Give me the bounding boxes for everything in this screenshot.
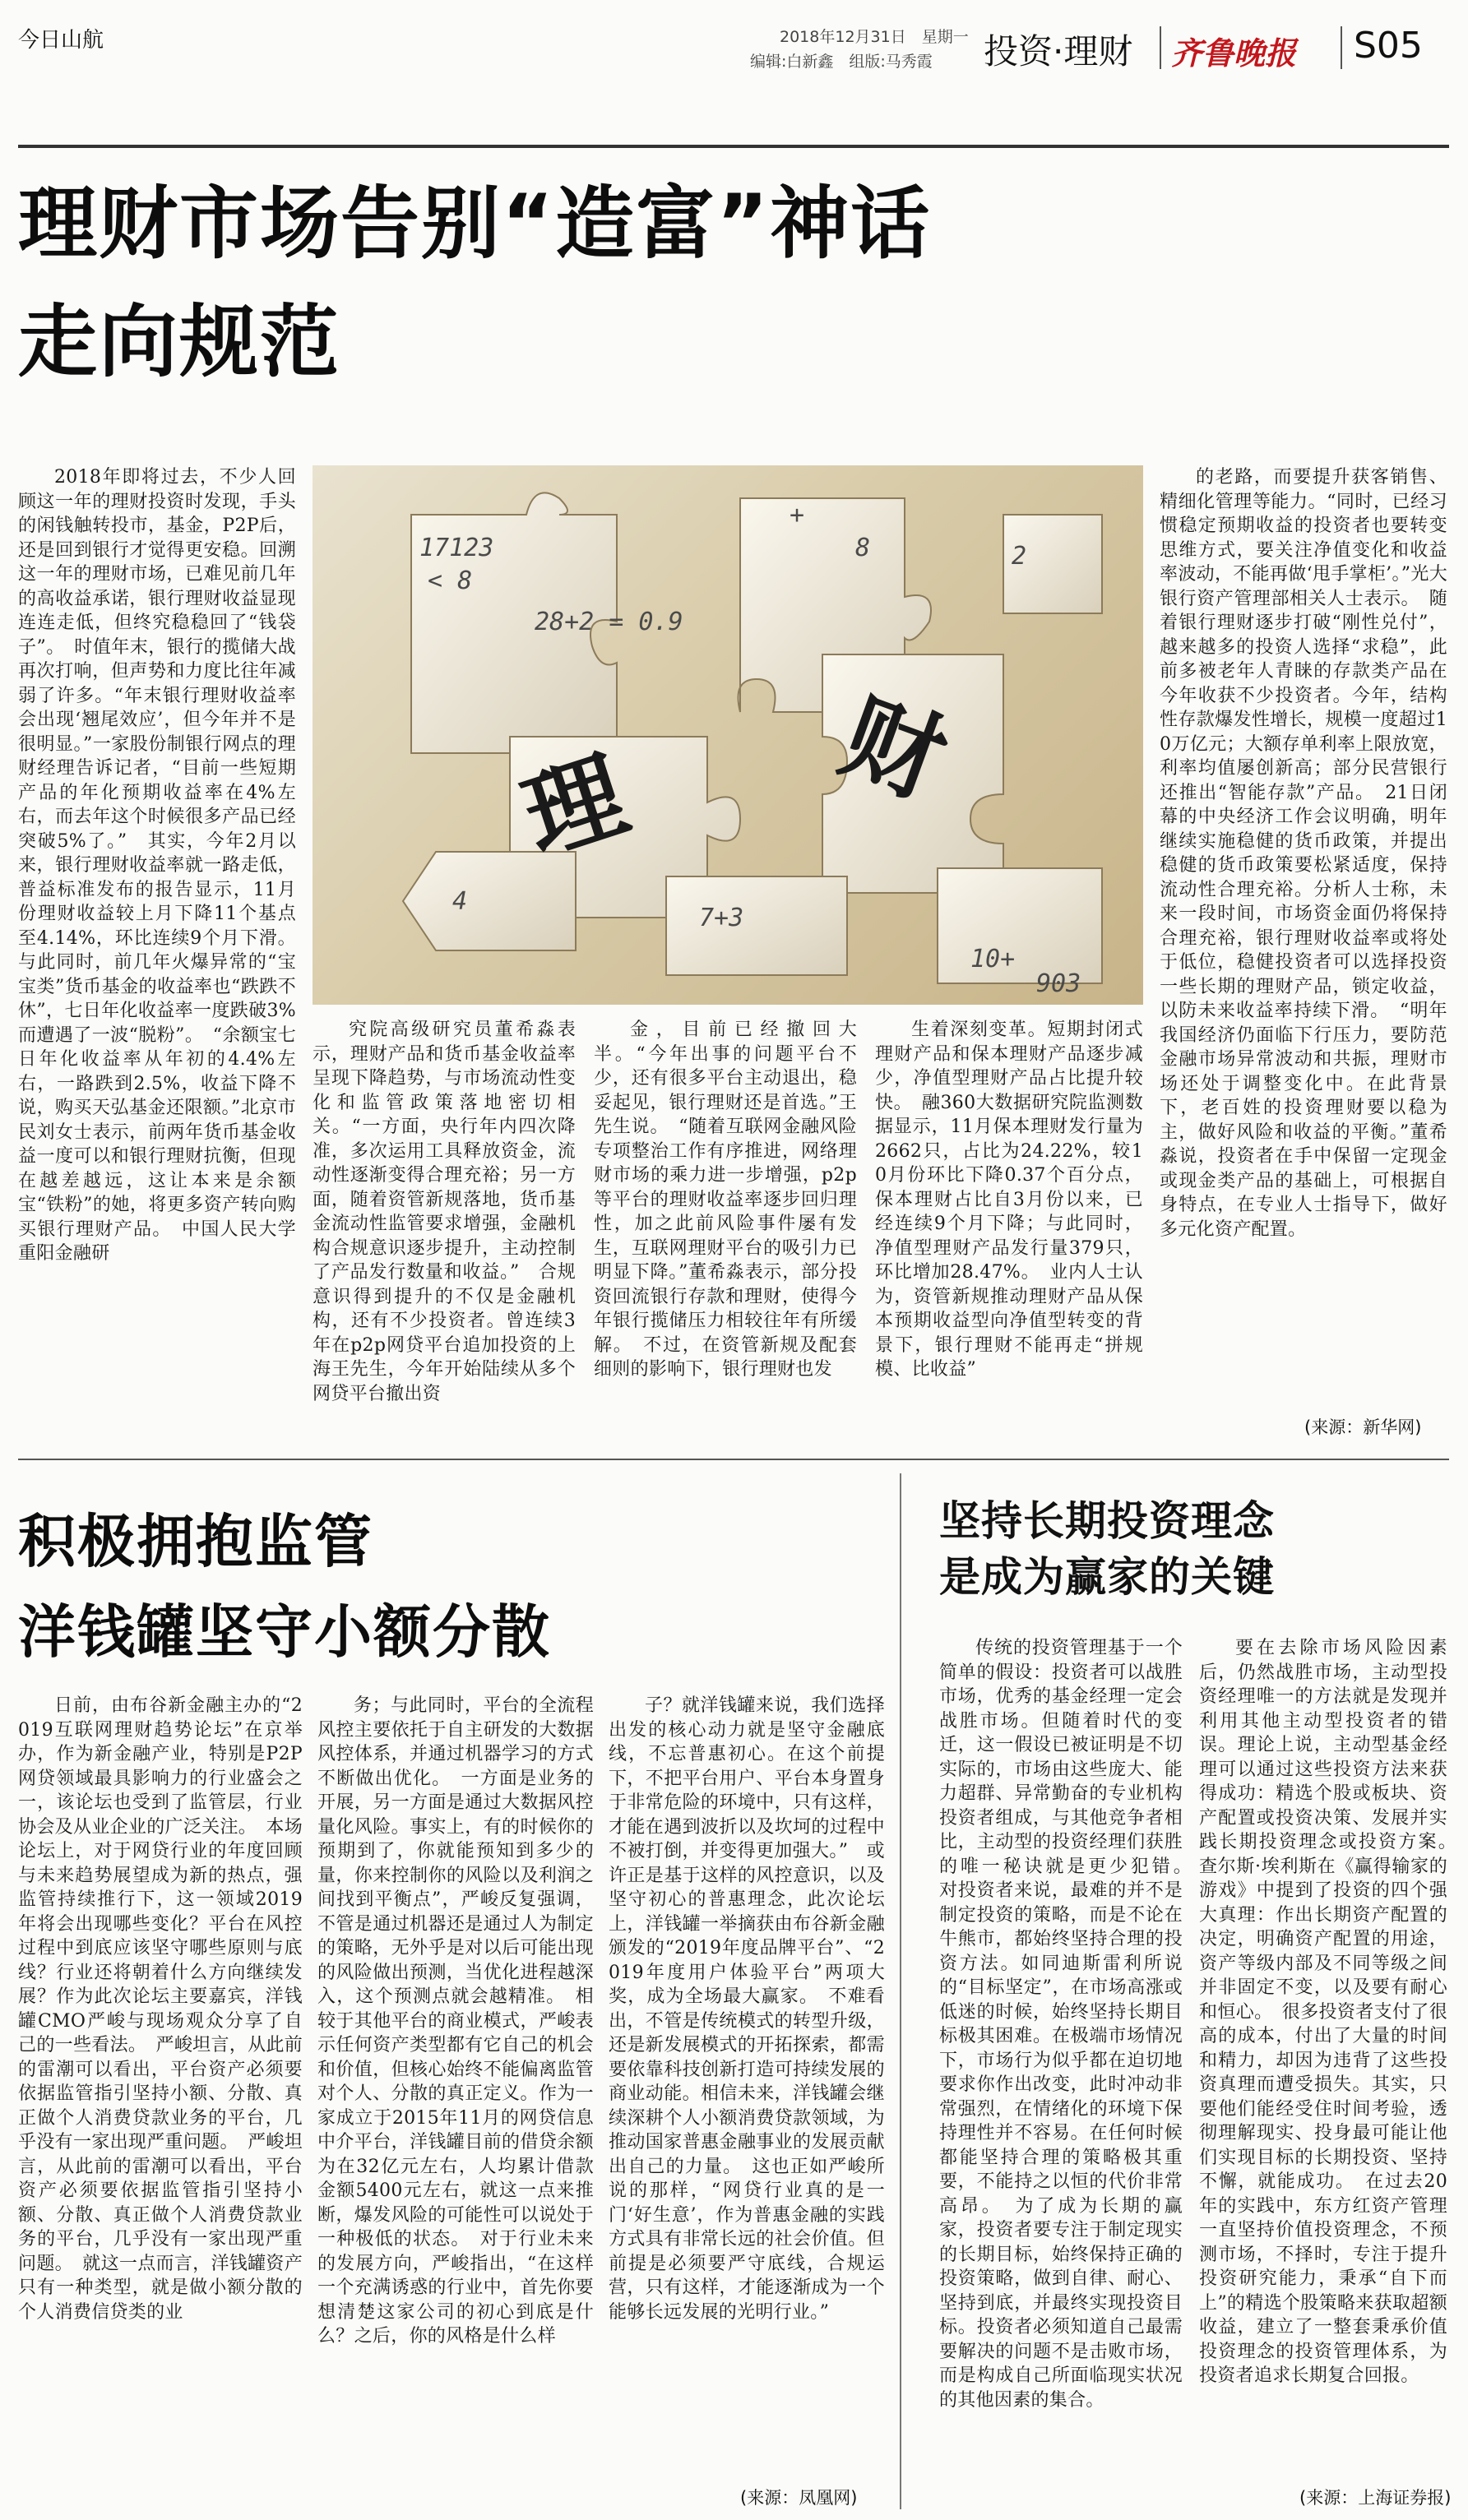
article1-bottom-rule (18, 1459, 1449, 1460)
masthead (0, 0, 1468, 148)
editor-line: 编辑:白新鑫 组版:马秀霞 (750, 53, 933, 71)
article1-puzzle-image (313, 465, 1143, 1005)
article1-column-1: 2018年即将过去，不少人回顾这一年的理财投资时发现，手头的闲钱触转投市，基金，P2P后，还是回到银行才觉得更安稳。回溯这一年的理财市场，已难见前几年的高收益承诺，银行理财收益显现连连走低，但终究稳稳回了“钱袋子”。 时值年末，银行的揽储大战再次打响，但声势和力度比往年减弱了许多。“年末银行理财收益率会出现‘翘尾效应’，但今年并不是很明显。”一家股份制银行网点的理财经理告诉记者，“目前一些短期产品的年化预期收益率在4%左右，而去年这个时候很多产品已经突破5%了。” 其实，今年2月以来，银行理财收益率就一路走低，普益标准发布的报告显示，11月份理财收益较上月下降11个基点至4.14%，环比连续9个月下滑。与此同时，前几年火爆异常的“宝宝类”货币基金的收益率也“跌跌不休”，七日年化收益率一度跌破3%而遭遇了一波“脱粉”。 “余额宝七日年化收益率从年初的4.4%左右，一路跌到2.5%，收益下降不说，购买天弘基金还限额。”北京市民刘女士表示，前两年货币基金收益一度可以和银行理财抗衡，但现在越差越远，这让本来是余额宝“铁粉”的她，将更多资产转向购买银行理财产品。 中国人民大学重阳金融研 (18, 467, 296, 1264)
article2-title-line1: 积极拥抱监管 (18, 1508, 373, 1575)
page-number: S05 (1354, 25, 1423, 67)
article3-title-line1: 坚持长期投资理念 (939, 1497, 1275, 1545)
svg-text:10+: 10+ (970, 945, 1016, 973)
article2-column-3: 子？就洋钱罐来说，我们选择出发的核心动力就是坚守金融底线，不忘普惠初心。在这个前提下，不把平台用户、平台本身置身于非常危险的环境中，只有这样，才能在遇到波折以及坎坷的过程中不被打倒，并变得更加强大。” 或许正是基于这样的风控意识，以及坚守初心的普惠理念，此次论坛上，洋钱罐一举摘获由布谷新金融颁发的“2019年度品牌平台”、“2019年度用户体验平台”两项大奖，成为全场最大赢家。 不难看出，不管是传统模式的转型升级，还是新发展模式的开拓探索，都需要依靠科技创新打造可持续发展的商业动能。相信未来，洋钱罐会继续深耕个人小额消费贷款领域，为推动国家普惠金融事业的发展贡献出自己的力量。 这也正如严峻所说的那样，“网贷行业真的是一门‘好生意’，作为普惠金融的实践方式具有非常长远的社会价值。但前提是必须要严守底线，合规运营，只有这样，才能逐渐成为一个能够长远发展的光明行业。” (609, 1695, 885, 2323)
masthead-divider-1 (1160, 26, 1161, 69)
puzzle-illustration (313, 465, 1143, 1005)
article1-source: (来源：新华网) (1304, 1417, 1422, 1437)
article1-column-4: 生着深刻变革。短期封闭式理财产品和保本理财产品逐步减少，净值型理财产品占比提升较快。 融360大数据研究院监测数据显示，11月保本理财发行量为2662只，占比为24.22%，较10月份环比下降0.37个百分点，保本理财占比自3月份以来，已经连续9个月下降；与此同时，净值型理财产品发行量379只，环比增加28.47%。 业内人士认为，资管新规推动理财产品从保本预期收益型向净值型转变的背景下，银行理财不能再走“拼规模、比收益” (875, 1020, 1143, 1380)
article2-column-1: 日前，由布谷新金融主办的“2019互联网理财趋势论坛”在京举办，作为新金融产业，特别是P2P网贷领域最具影响力的行业盛会之一，该论坛也受到了监管层，行业协会及从业企业的广泛关注。 本场论坛上，对于网贷行业的年度回顾与未来趋势展望成为新的热点，强监管持续推行下，这一领域2019年将会出现哪些变化？平台在风控过程中到底应该坚守哪些原则与底线？行业还将朝着什么方向继续发展？作为此次论坛主要嘉宾，洋钱罐CMO严峻与现场观众分享了自己的一些看法。 严峻坦言，从此前的雷潮可以看出，平台资产必须要依据监管指引坚持小额、分散、真正做个人消费贷款业务的平台，几乎没有一家出现严重问题。 严峻坦言，从此前的雷潮可以看出，平台资产必须要依据监管指引坚持小额、分散、真正做个人消费贷款业务的平台，几乎没有一家出现严重问题。 就这一点而言，洋钱罐资产只有一种类型，就是做小额分散的个人消费信贷类的业 (18, 1695, 303, 2323)
svg-text:< 8: < 8 (428, 566, 473, 595)
svg-text:28+2 = 0.9: 28+2 = 0.9 (535, 608, 683, 636)
puzzle-char-cai: 财 (827, 679, 960, 821)
column-name: 投资·理财 (984, 31, 1133, 72)
article1-column-3: 金，目前已经撤回大半。“今年出事的问题平台不少，还有很多平台主动退出，稳妥起见，银行理财还是首选。”王先生说。 “随着互联网金融风险专项整治工作有序推进，网络理财市场的乘力进一步增强，p2p等平台的理财收益率逐步回归理性，加之此前风险事件屡有发生，互联网理财平台的吸引力已明显下降。”董希淼表示，部分投资回流银行存款和理财，使得今年银行揽储压力相较往年有所缓解。 不过，在资管新规及配套细则的影响下，银行理财也发 (594, 1020, 857, 1380)
paper-name: 齐鲁晚报 (1171, 35, 1297, 72)
svg-text:8: 8 (855, 534, 871, 562)
article1-title-line2: 走向规范 (18, 296, 340, 388)
article2-source: (来源：凤凰网) (740, 2488, 858, 2508)
svg-text:+: + (790, 501, 805, 529)
article1-title-line1: 理财市场告别“造富”神话 (18, 178, 932, 270)
issue-date: 2018年12月31日 星期一 (780, 28, 969, 46)
article1-column-5: 的老路，而要提升获客销售、精细化管理等能力。“同时，已经习惯稳定预期收益的投资者也要转变思维方式，要关注净值变化和收益率波动，不能再做‘甩手掌柜’。”光大银行资产管理部相关人士表示。 随着银行理财逐步打破“刚性兑付”，越来越多的投资人选择“求稳”，此前多被老年人青睐的存款类产品在今年收获不少投资者。今年，结构性存款爆发性增长，规模一度超过10万亿元；大额存单利率上限放宽，利率均值屡创新高；部分民营银行还推出“智能存款”产品。 21日闭幕的中央经济工作会议明确，明年继续实施稳健的货币政策，并提出稳健的货币政策要松紧适度，保持流动性合理充裕。分析人士称，未来一段时间，市场资金面仍将保持合理充裕，银行理财收益率或将处于低位，稳健投资者可以选择投资一些长期的理财产品，锁定收益，以防未来收益率持续下滑。 “明年我国经济仍面临下行压力，要防范金融市场异常波动和共振，理财市场还处于调整变化中。在此背景下，老百姓的投资理财要以稳为主，做好风险和收益的平衡。”董希淼说，投资者在手中保留一定现金或现金类产品的基础上，可根据自身特点，在专业人士指导下，做好多元化资产配置。 (1160, 467, 1447, 1240)
svg-text:903: 903 (1036, 969, 1081, 998)
article3-column-1: 传统的投资管理基于一个简单的假设：投资者可以战胜市场，优秀的基金经理一定会战胜市场。但随着时代的变迁，这一假设已被证明是不切实际的，市场由这些庞大、能力超群、异常勤奋的专业机构投资者组成，与其他竞争者相比，主动型的投资经理们获胜的唯一秘诀就是更少犯错。 对投资者来说，最难的并不是制定投资的策略，而是不论在牛熊市，都始终坚持合理的投资方法。如同迪斯雷利所说的“目标坚定”，在市场高涨或低迷的时候，始终坚持长期目标极其困难。在极端市场情况下，市场行为似乎都在迫切地要求你作出改变，此时冲动非常强烈，在情绪化的环境下保持理性并不容易。在任何时候都能坚持合理的策略极其重要，不能持之以恒的代价非常高昂。 为了成为长期的赢家，投资者要专注于制定现实的长期目标，始终保持正确的投资策略，做到自律、耐心、坚持到底，并最终实现投资目标。投资者必须知道自己最需要解决的问题不是击败市场，而是构成自己所面临现实状况的其他因素的集合。 (939, 1638, 1202, 2411)
svg-text:17123: 17123 (419, 534, 494, 562)
article3-source: (来源：上海证券报) (1299, 2488, 1452, 2508)
article1-column-2: 究院高级研究员董希淼表示，理财产品和货币基金收益率呈现下降趋势，与市场流动性变化和监管政策落地密切相关。“一方面，央行年内四次降准，多次运用工具释放资金，流动性逐渐变得合理充裕；另一方面，随着资管新规落地，货币基金流动性监管要求增强，金融机构合规意识逐步提升，主动控制了产品发行数量和收益。” 合规意识得到提升的不仅是金融机构，还有不少投资者。曾连续3年在p2p网贷平台追加投资的上海王先生，今年开始陆续从多个网贷平台撤出资 (313, 1020, 576, 1404)
svg-text:2: 2 (1012, 542, 1027, 571)
article3-title-line2: 是成为赢家的关键 (939, 1553, 1275, 1601)
section-label: 今日山航 (18, 28, 104, 53)
article2-title-line2: 洋钱罐坚守小额分散 (18, 1598, 551, 1666)
masthead-divider-2 (1341, 26, 1342, 69)
svg-text:4: 4 (452, 887, 468, 916)
svg-text:7+3: 7+3 (699, 904, 744, 932)
puzzle-char-li: 理 (510, 738, 640, 877)
article-divider-vertical (900, 1473, 901, 2509)
masthead-rule (18, 145, 1449, 148)
article2-column-2: 务；与此同时，平台的全流程风控主要依托于自主研发的大数据风控体系，并通过机器学习的方式不断做出优化。 一方面是业务的开展，另一方面是通过大数据风控量化风险。事实上，有的时候你的预期到了，你就能预知到多少的量，你来控制你的风险以及利润之间找到平衡点”，严峻反复强调，不管是通过机器还是通过人为制定的策略，无外乎是对以后可能出现的风险做出预测，当优化进程越深入，这个预测点就会越精准。 相较于其他平台的商业模式，严峻表示任何资产类型都有它自己的机会和价值，但核心始终不能偏离监管对个人、分散的真正定义。作为一家成立于2015年11月的网贷信息中介平台，洋钱罐目前的借贷余额为在32亿元左右，人均累计借款金额5400元左右，就这一点来推断，爆发风险的可能性可以说处于一种极低的状态。 对于行业未来的发展方向，严峻指出，“在这样一个充满诱惑的行业中，首先你要想清楚这家公司的初心到底是什么？之后，你的风格是什么样 (317, 1695, 594, 2347)
article3-column-2: 要在去除市场风险因素后，仍然战胜市场，主动型投资经理唯一的方法就是发现并利用其他主动型投资者的错误。理论上说，主动型基金经理可以通过这些投资方法来获得成功：精选个股或板块、资产配置或投资决策、发展并实践长期投资理念或投资方案。 查尔斯·埃利斯在《赢得输家的游戏》中提到了投资的四个强大真理：作出长期资产配置的决定，明确资产配置的用途，资产等级内部及不同等级之间并非固定不变，以及要有耐心和恒心。 很多投资者支付了很高的成本，付出了大量的时间和精力，却因为违背了这些投资真理而遭受损失。其实，只要他们能经受住时间考验，透彻理解现实、投身最可能让他们实现目标的长期投资、坚持不懈，就能成功。 在过去20年的实践中，东方红资产管理一直坚持价值投资理念，不预测市场，不择时，专注于提升投资研究能力，秉承“自下而上”的精选个股策略来获取超额收益，建立了一整套秉承价值投资理念的投资管理体系，为投资者追求长期复合回报。 (1199, 1638, 1466, 2386)
